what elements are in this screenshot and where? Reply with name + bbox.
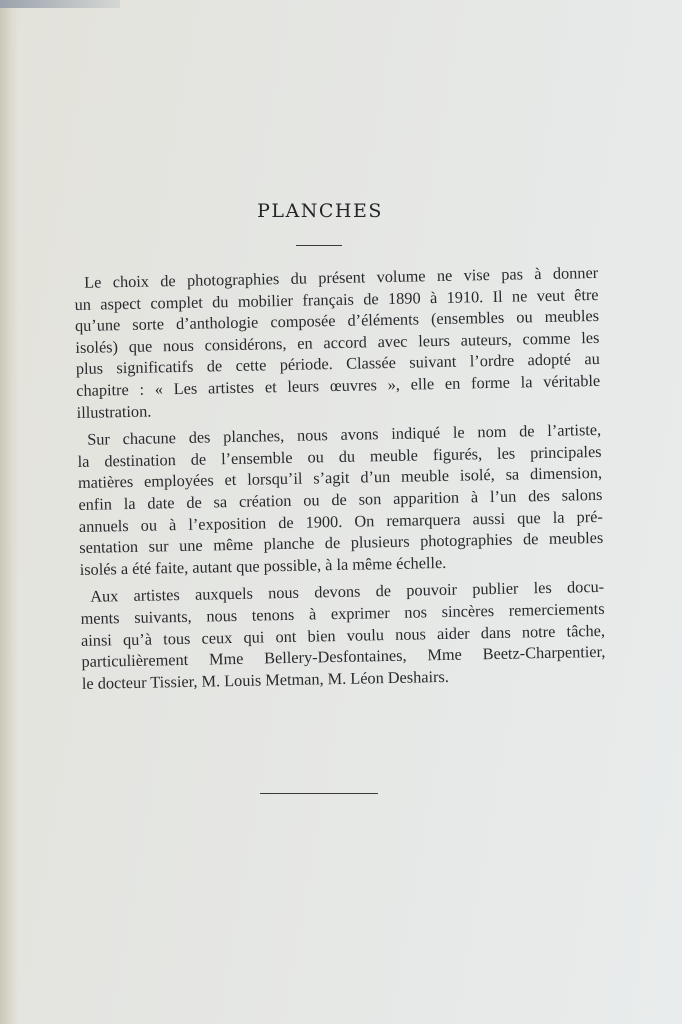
text-line: illustration. bbox=[76, 401, 152, 422]
page-gutter-shadow bbox=[0, 0, 18, 1024]
page-top-edge bbox=[0, 0, 120, 8]
text-line: qu’une sorte d’anthologie composée d’éléments (ensembles ou meubles bbox=[74, 306, 600, 336]
text-line: Sur chacune des planches, nous avons indiqué le nom de l’artiste, bbox=[87, 420, 602, 449]
text-line: enfin la date de sa création ou de son apparition à l’un des salons bbox=[78, 484, 603, 514]
paragraph-3 bbox=[80, 576, 606, 694]
text-line: isolés a été faite, autant que possible, à la même échelle. bbox=[79, 552, 447, 579]
text-line: ments suivants, nous tenons à exprimer nos sincères remerciements bbox=[80, 598, 605, 628]
text-line: sentation sur une même planche de plusieurs photographies de meubles bbox=[79, 528, 604, 558]
text-line: particulièrement Mme Bellery-Desfontaines, Mme Beetz-Charpentier, bbox=[81, 641, 606, 672]
text-line: matières employées et lorsqu’il s’agit d’un meuble isolé, sa dimension, bbox=[77, 463, 603, 493]
text-line: Aux artistes auxquels nous devons de pouvoir publier les docu- bbox=[90, 577, 605, 607]
text-line: le docteur Tissier, M. Louis Metman, M. Léon Deshairs. bbox=[81, 666, 450, 693]
page-title: PLANCHES bbox=[257, 200, 383, 222]
paragraph-1 bbox=[74, 262, 601, 423]
text-line: chapitre : « Les artistes et leurs œuvres », elle en forme la véritable bbox=[76, 370, 601, 400]
paragraph-2 bbox=[77, 419, 604, 580]
text-line: ainsi qu’à tous ceux qui ont bien voulu nous aider dans notre tâche, bbox=[80, 620, 606, 650]
title-rule bbox=[296, 245, 342, 246]
text-line: un aspect complet du mobilier français de 1890 à 1910. Il ne veut être bbox=[74, 284, 599, 314]
text-line: la destination de l’ensemble ou du meuble figurés, les principales bbox=[77, 441, 602, 471]
text-line: Le choix de photographies du présent volume ne vise pas à donner bbox=[84, 262, 599, 292]
body-text bbox=[74, 262, 606, 700]
text-line: annuels ou à l’exposition de 1900. On remarquera aussi que la pré- bbox=[78, 506, 603, 536]
text-line: isolés) que nous considérons, en accord avec leurs auteurs, comme les bbox=[75, 327, 600, 357]
text-line: plus significatifs de cette période. Classée suivant l’ordre adopté au bbox=[75, 349, 600, 379]
end-rule bbox=[260, 793, 378, 794]
